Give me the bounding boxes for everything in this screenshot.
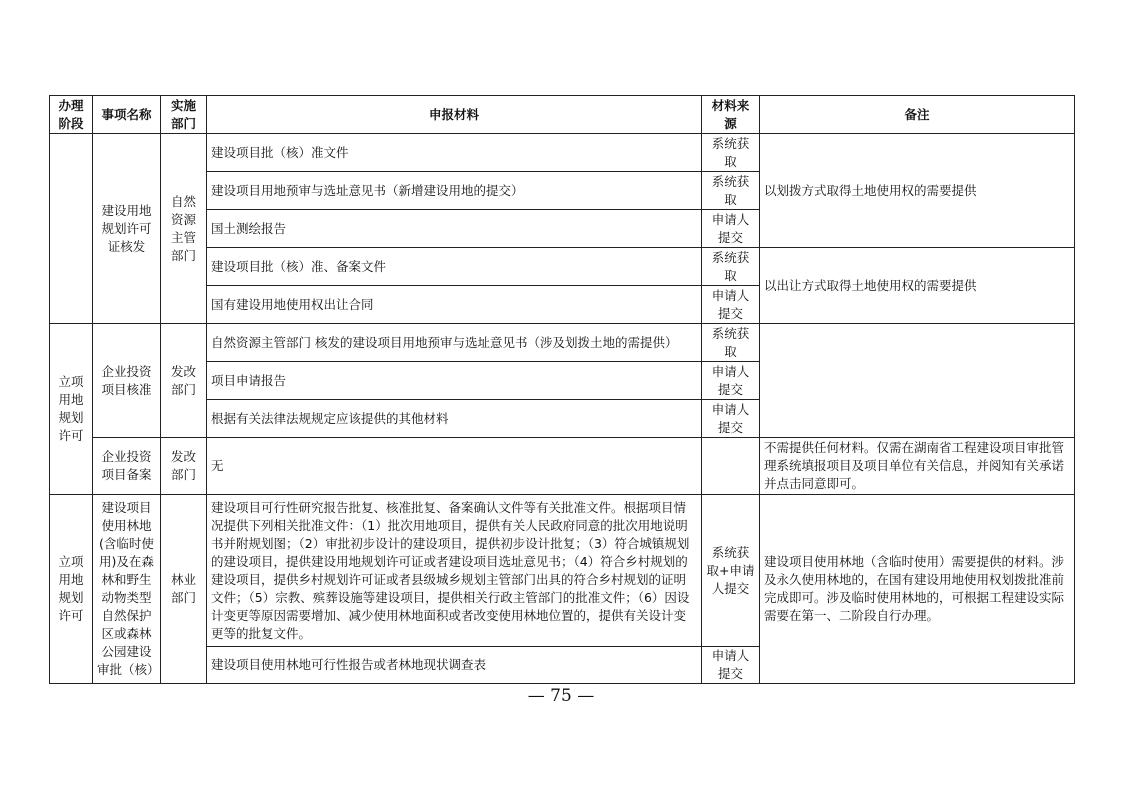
dept-cell: 发改部门 [161,438,207,495]
source-cell [702,438,760,495]
header-notes: 备注 [760,96,1075,134]
material-cell: 国有建设用地使用权出让合同 [207,286,702,324]
stage-cell: 立项用地规划许可 [50,324,93,495]
source-cell: 系统获取+申请人提交 [702,495,760,647]
source-cell: 申请人提交 [702,647,760,684]
header-dept: 实施部门 [161,96,207,134]
note-cell: 以划拨方式取得土地使用权的需要提供 [760,134,1075,248]
header-item: 事项名称 [93,96,161,134]
note-cell [760,324,1075,438]
source-cell: 系统获取 [702,324,760,362]
source-cell: 申请人提交 [702,362,760,400]
material-cell: 建设项目使用林地可行性报告或者林地现状调查表 [207,647,702,684]
item-cell: 企业投资项目核准 [93,324,161,438]
header-row [50,96,1075,134]
table-row [50,438,1075,495]
material-cell: 国土测绘报告 [207,210,702,248]
stage-cell: 立项用地规划许可 [50,495,93,684]
source-cell: 系统获取 [702,134,760,172]
material-cell: 无 [207,438,702,495]
material-cell: 建设项目用地预审与选址意见书（新增建设用地的提交） [207,172,702,210]
source-cell: 申请人提交 [702,210,760,248]
material-cell: 建设项目批（核）准、备案文件 [207,248,702,286]
source-cell: 申请人提交 [702,400,760,438]
material-cell: 根据有关法律法规规定应该提供的其他材料 [207,400,702,438]
header-source: 材料来源 [702,96,760,134]
page-number: — 75 — [527,686,595,706]
table-row [50,134,1075,172]
item-cell: 建设用地规划许可证核发 [93,134,161,324]
item-cell: 建设项目使用林地(含临时使用)及在森林和野生动物类型自然保护区或森林公园建设审批（核） [93,495,161,684]
approval-materials-table [49,95,1075,684]
material-cell: 建设项目批（核）准文件 [207,134,702,172]
material-cell: 建设项目可行性研究报告批复、核准批复、备案确认文件等有关批准文件。根据项目情况提供下列相关批准文件：（1）批次用地项目，提供有关人民政府同意的批次用地说明书并附规划图；（2）审批初步设计的建设项目，提供初步设计批复；（3）符合城镇规划的建设项目，提供建设用地规划许可证或者建设项目选址意见书；（4）符合乡村规划的建设项目，提供乡村规划许可证或者县级城乡规划主管部门出具的符合乡村规划的证明文件；（5）宗教、殡葬设施等建设项目，提供相关行政主管部门的批准文件；（6）因设计变更等原因需要增加、减少使用林地面积或者改变使用林地位置的，提供有关设计变更等的批复文件。 [207,495,702,647]
source-cell: 系统获取 [702,248,760,286]
dept-cell: 发改部门 [161,324,207,438]
material-cell: 项目申请报告 [207,362,702,400]
note-cell: 建设项目使用林地（含临时使用）需要提供的材料。涉及永久使用林地的，在国有建设用地使用权划拨批准前完成即可。涉及临时使用林地的，可根据工程建设实际需要在第一、二阶段自行办理。 [760,495,1075,684]
source-cell: 系统获取 [702,172,760,210]
table-row [50,324,1075,362]
note-cell: 以出让方式取得土地使用权的需要提供 [760,248,1075,324]
note-cell: 不需提供任何材料。仅需在湖南省工程建设项目审批管理系统填报项目及项目单位有关信息，并阅知有关承诺并点击同意即可。 [760,438,1075,495]
table-row [50,495,1075,647]
header-materials: 申报材料 [207,96,702,134]
dept-cell: 自然资源主管部门 [161,134,207,324]
dept-cell: 林业部门 [161,495,207,684]
material-cell: 自然资源主管部门 核发的建设项目用地预审与选址意见书（涉及划拨土地的需提供） [207,324,702,362]
header-stage: 办理阶段 [50,96,93,134]
source-cell: 申请人提交 [702,286,760,324]
item-cell: 企业投资项目备案 [93,438,161,495]
stage-cell-empty [50,134,93,324]
